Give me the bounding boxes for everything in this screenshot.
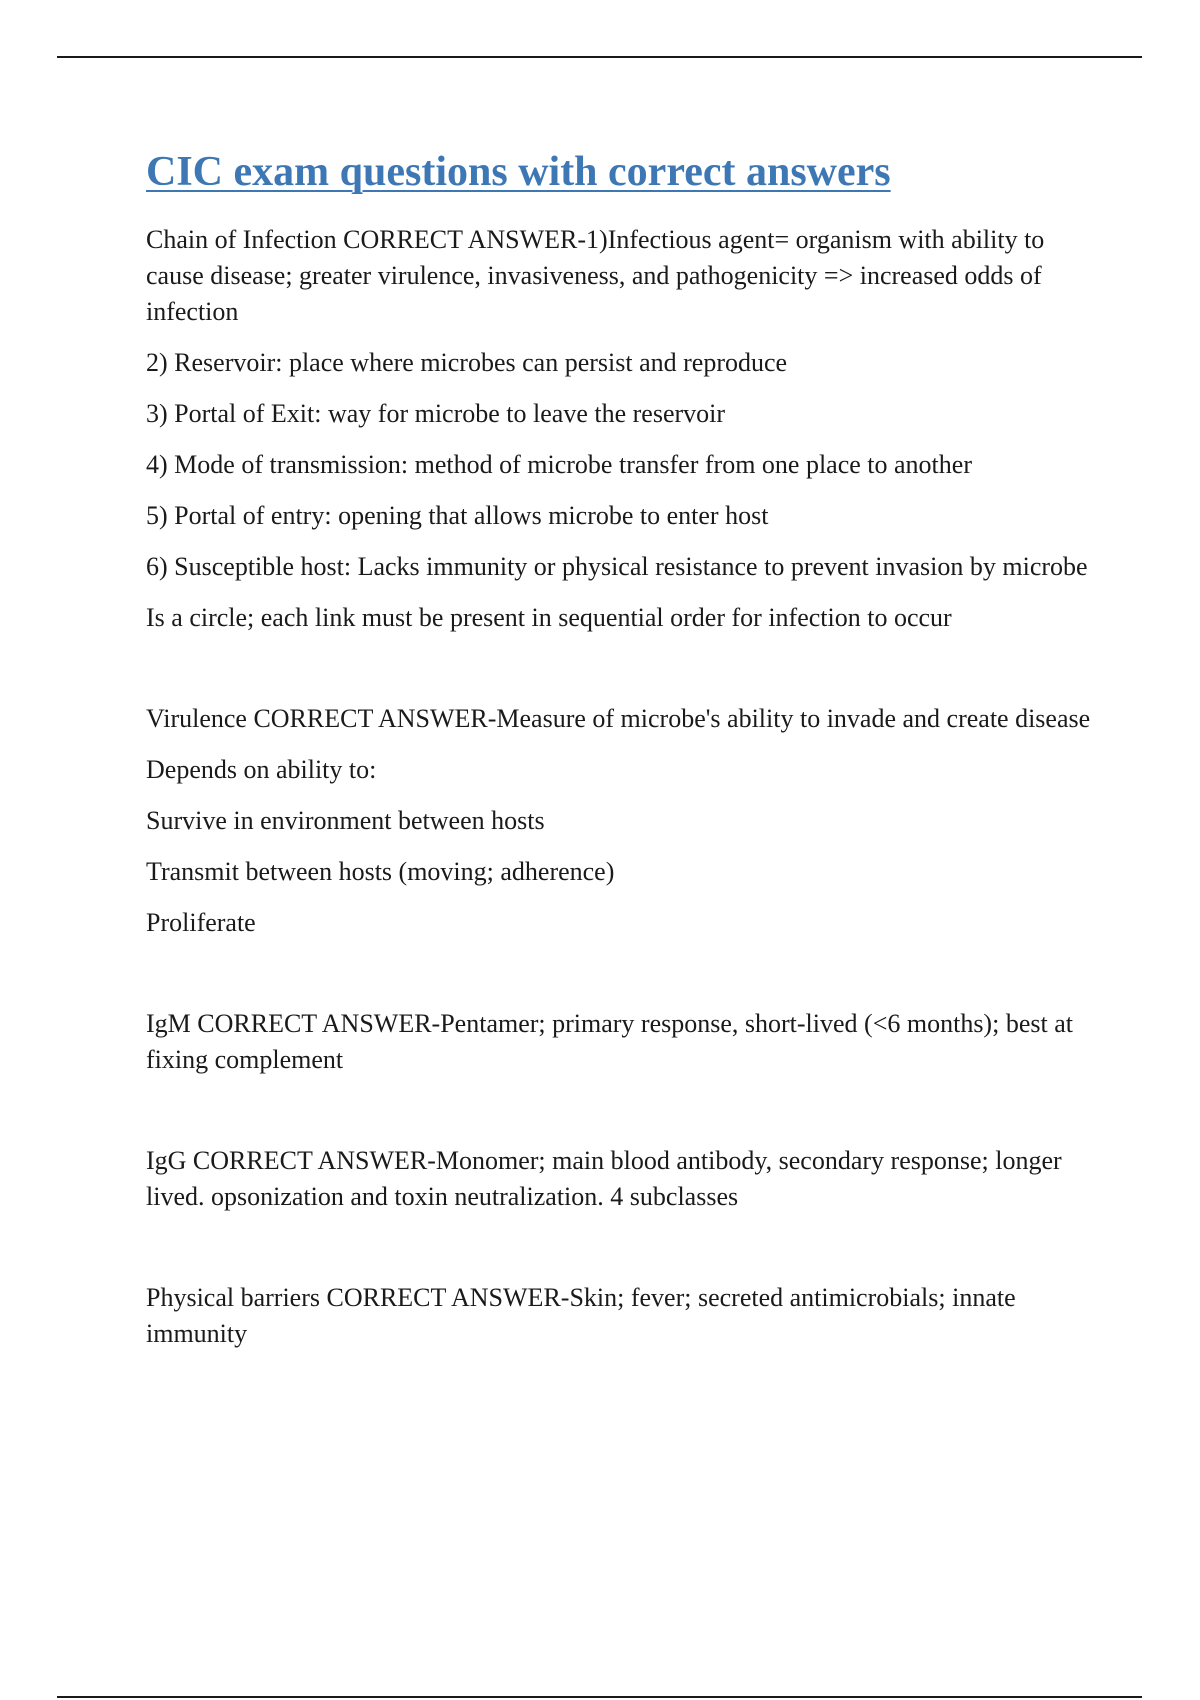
document-title[interactable]: CIC exam questions with correct answers xyxy=(146,149,891,195)
entry-paragraph: Is a circle; each link must be present in sequential order for infection to occur xyxy=(146,603,952,632)
entry-paragraph: 5) Portal of entry: opening that allows microbe to enter host xyxy=(146,501,769,530)
entry-paragraph: IgM CORRECT ANSWER-Pentamer; primary response, short-lived (<6 months); best at fixing complement xyxy=(146,1009,1073,1074)
entry-paragraph: Transmit between hosts (moving; adherence) xyxy=(146,857,615,886)
entry-paragraph: 4) Mode of transmission: method of microbe transfer from one place to another xyxy=(146,450,972,479)
entry-paragraph: 2) Reservoir: place where microbes can persist and reproduce xyxy=(146,348,788,377)
entry-paragraph: Chain of Infection CORRECT ANSWER-1)Infectious agent= organism with ability to cause disease; greater virulence, invasiveness, and pathogenicity => increased odds of infection xyxy=(146,225,1045,326)
footer-rule xyxy=(57,1696,1142,1698)
entry-paragraph: Virulence CORRECT ANSWER-Measure of microbe's ability to invade and create disease xyxy=(146,704,1091,733)
entry-spacer xyxy=(146,956,1096,1006)
qa-entry-virulence xyxy=(146,701,1096,941)
qa-entry-igm xyxy=(146,1006,1096,1078)
entry-paragraph: 3) Portal of Exit: way for microbe to leave the reservoir xyxy=(146,399,726,428)
entry-spacer xyxy=(146,1230,1096,1280)
entry-paragraph: Depends on ability to: xyxy=(146,755,377,784)
qa-entry-chain-of-infection xyxy=(146,222,1096,636)
entry-spacer xyxy=(146,651,1096,701)
document-body xyxy=(146,142,1096,1367)
entry-paragraph: Survive in environment between hosts xyxy=(146,806,545,835)
entry-paragraph: 6) Susceptible host: Lacks immunity or physical resistance to prevent invasion by microbe xyxy=(146,552,1088,581)
qa-entry-physical-barriers xyxy=(146,1280,1096,1352)
entry-paragraph: Physical barriers CORRECT ANSWER-Skin; fever; secreted antimicrobials; innate immunity xyxy=(146,1283,1016,1348)
entry-paragraph: IgG CORRECT ANSWER-Monomer; main blood antibody, secondary response; longer lived. opsonization and toxin neutralization. 4 subclasses xyxy=(146,1146,1062,1211)
header-rule xyxy=(57,56,1142,58)
entry-paragraph: Proliferate xyxy=(146,908,256,937)
entry-spacer xyxy=(146,1093,1096,1143)
qa-entry-igg xyxy=(146,1143,1096,1215)
